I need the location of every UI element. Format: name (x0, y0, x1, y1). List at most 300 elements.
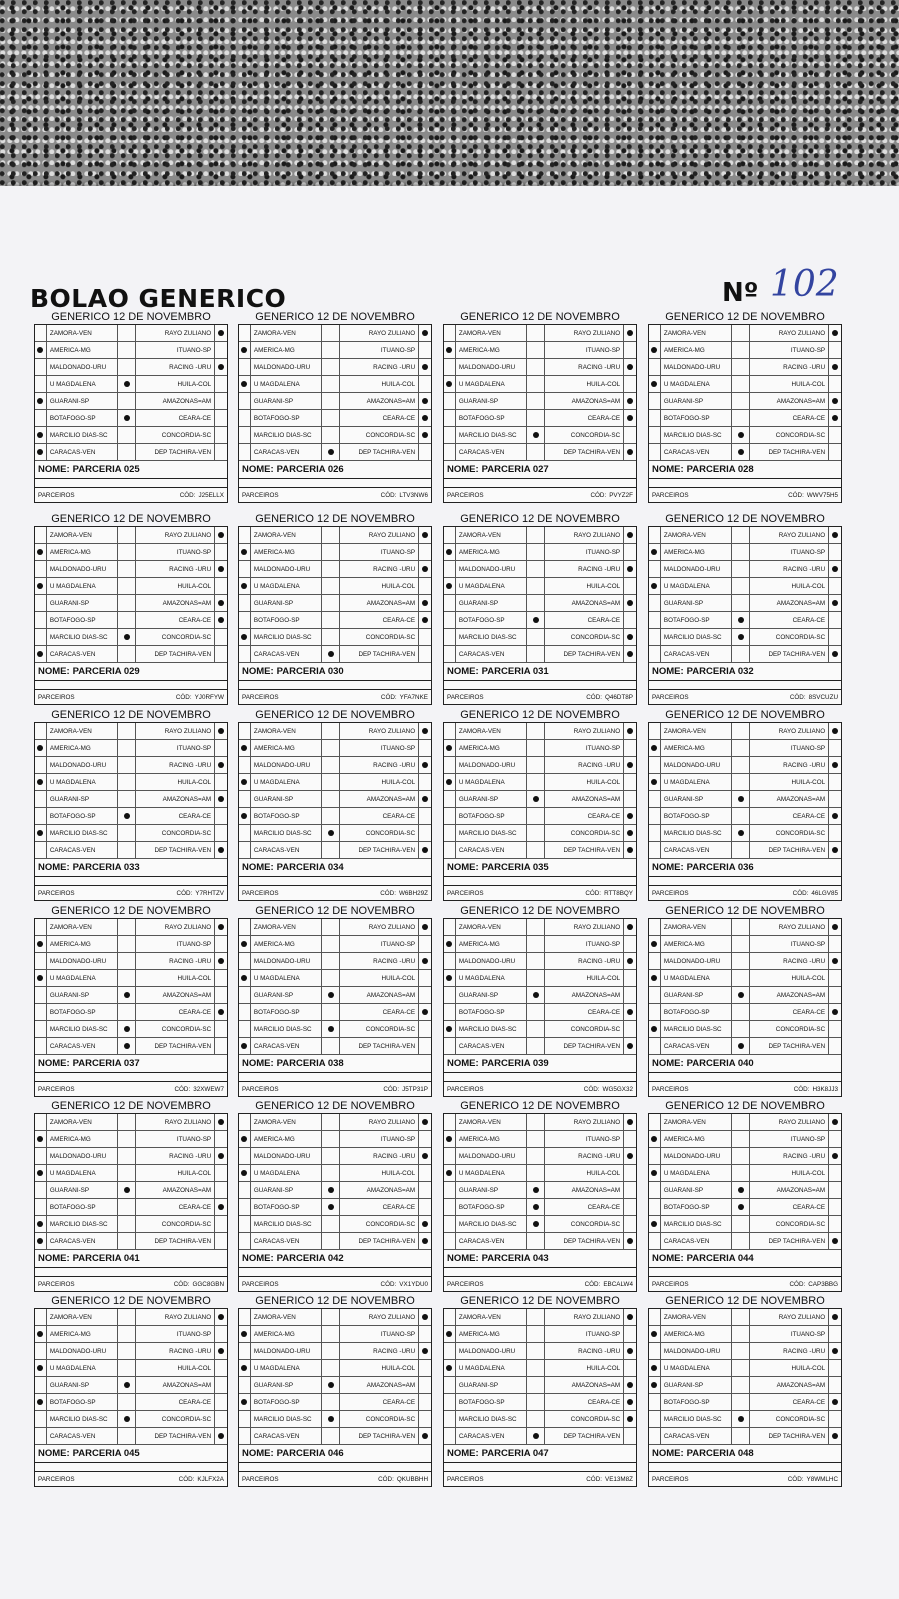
pick-home-cell[interactable] (649, 953, 661, 969)
pick-home-cell[interactable] (35, 1377, 47, 1393)
pick-home-cell[interactable] (239, 578, 251, 594)
pick-home-cell[interactable] (239, 325, 251, 341)
pick-home-cell[interactable] (649, 1216, 661, 1232)
pick-draw-cell[interactable] (118, 1114, 136, 1130)
pick-away-cell[interactable] (829, 1038, 841, 1054)
pick-draw-cell[interactable] (732, 325, 750, 341)
pick-away-cell[interactable] (624, 1394, 636, 1410)
pick-draw-cell[interactable] (527, 1343, 545, 1359)
pick-draw-cell[interactable] (322, 1394, 340, 1410)
pick-draw-cell[interactable] (732, 1216, 750, 1232)
pick-away-cell[interactable] (419, 1182, 431, 1198)
pick-home-cell[interactable] (444, 1038, 456, 1054)
pick-away-cell[interactable] (419, 919, 431, 935)
pick-away-cell[interactable] (215, 1131, 227, 1147)
pick-draw-cell[interactable] (118, 774, 136, 790)
pick-away-cell[interactable] (215, 757, 227, 773)
pick-away-cell[interactable] (829, 1148, 841, 1164)
pick-home-cell[interactable] (35, 842, 47, 858)
pick-draw-cell[interactable] (527, 1411, 545, 1427)
pick-draw-cell[interactable] (527, 791, 545, 807)
pick-home-cell[interactable] (239, 1428, 251, 1444)
pick-draw-cell[interactable] (322, 757, 340, 773)
pick-draw-cell[interactable] (527, 842, 545, 858)
pick-away-cell[interactable] (215, 1148, 227, 1164)
pick-home-cell[interactable] (649, 1309, 661, 1325)
pick-draw-cell[interactable] (527, 1326, 545, 1342)
pick-draw-cell[interactable] (527, 1394, 545, 1410)
pick-home-cell[interactable] (649, 1377, 661, 1393)
pick-home-cell[interactable] (239, 612, 251, 628)
pick-draw-cell[interactable] (322, 1411, 340, 1427)
pick-home-cell[interactable] (35, 595, 47, 611)
pick-away-cell[interactable] (624, 1411, 636, 1427)
pick-draw-cell[interactable] (527, 1360, 545, 1376)
pick-away-cell[interactable] (624, 1182, 636, 1198)
pick-away-cell[interactable] (829, 757, 841, 773)
pick-draw-cell[interactable] (732, 629, 750, 645)
pick-away-cell[interactable] (419, 987, 431, 1003)
pick-home-cell[interactable] (444, 757, 456, 773)
pick-away-cell[interactable] (829, 544, 841, 560)
pick-home-cell[interactable] (444, 919, 456, 935)
pick-home-cell[interactable] (444, 808, 456, 824)
pick-home-cell[interactable] (444, 444, 456, 460)
pick-draw-cell[interactable] (118, 544, 136, 560)
pick-home-cell[interactable] (35, 561, 47, 577)
pick-home-cell[interactable] (649, 757, 661, 773)
pick-draw-cell[interactable] (527, 527, 545, 543)
pick-home-cell[interactable] (444, 376, 456, 392)
pick-away-cell[interactable] (215, 427, 227, 443)
pick-draw-cell[interactable] (732, 410, 750, 426)
pick-draw-cell[interactable] (322, 325, 340, 341)
pick-draw-cell[interactable] (732, 595, 750, 611)
pick-away-cell[interactable] (829, 427, 841, 443)
pick-draw-cell[interactable] (118, 1428, 136, 1444)
pick-home-cell[interactable] (444, 791, 456, 807)
pick-away-cell[interactable] (419, 1021, 431, 1037)
pick-away-cell[interactable] (624, 740, 636, 756)
pick-draw-cell[interactable] (118, 1182, 136, 1198)
pick-home-cell[interactable] (239, 1343, 251, 1359)
pick-home-cell[interactable] (444, 1165, 456, 1181)
pick-draw-cell[interactable] (322, 578, 340, 594)
pick-away-cell[interactable] (829, 595, 841, 611)
pick-draw-cell[interactable] (732, 578, 750, 594)
pick-home-cell[interactable] (649, 936, 661, 952)
pick-away-cell[interactable] (624, 774, 636, 790)
pick-away-cell[interactable] (215, 1233, 227, 1249)
pick-draw-cell[interactable] (732, 1394, 750, 1410)
pick-draw-cell[interactable] (322, 1131, 340, 1147)
pick-away-cell[interactable] (215, 561, 227, 577)
pick-draw-cell[interactable] (322, 646, 340, 662)
pick-away-cell[interactable] (419, 740, 431, 756)
pick-draw-cell[interactable] (118, 1199, 136, 1215)
pick-away-cell[interactable] (215, 410, 227, 426)
pick-home-cell[interactable] (649, 1394, 661, 1410)
pick-draw-cell[interactable] (527, 1165, 545, 1181)
pick-away-cell[interactable] (829, 393, 841, 409)
pick-away-cell[interactable] (829, 527, 841, 543)
pick-home-cell[interactable] (649, 970, 661, 986)
pick-draw-cell[interactable] (732, 561, 750, 577)
pick-away-cell[interactable] (215, 953, 227, 969)
pick-away-cell[interactable] (829, 842, 841, 858)
pick-away-cell[interactable] (419, 774, 431, 790)
pick-home-cell[interactable] (239, 723, 251, 739)
pick-away-cell[interactable] (829, 444, 841, 460)
pick-away-cell[interactable] (419, 1309, 431, 1325)
pick-home-cell[interactable] (239, 808, 251, 824)
pick-home-cell[interactable] (649, 1038, 661, 1054)
pick-away-cell[interactable] (624, 723, 636, 739)
pick-away-cell[interactable] (419, 561, 431, 577)
pick-away-cell[interactable] (624, 1216, 636, 1232)
pick-away-cell[interactable] (624, 1233, 636, 1249)
pick-away-cell[interactable] (624, 1021, 636, 1037)
pick-draw-cell[interactable] (322, 953, 340, 969)
pick-draw-cell[interactable] (732, 825, 750, 841)
pick-home-cell[interactable] (649, 791, 661, 807)
pick-draw-cell[interactable] (732, 774, 750, 790)
pick-draw-cell[interactable] (322, 1377, 340, 1393)
pick-draw-cell[interactable] (527, 919, 545, 935)
pick-away-cell[interactable] (215, 808, 227, 824)
pick-home-cell[interactable] (239, 1326, 251, 1342)
pick-away-cell[interactable] (624, 1148, 636, 1164)
pick-home-cell[interactable] (444, 1131, 456, 1147)
pick-draw-cell[interactable] (732, 1165, 750, 1181)
pick-home-cell[interactable] (649, 578, 661, 594)
pick-draw-cell[interactable] (322, 427, 340, 443)
pick-draw-cell[interactable] (322, 359, 340, 375)
pick-home-cell[interactable] (239, 1394, 251, 1410)
pick-home-cell[interactable] (649, 1233, 661, 1249)
pick-away-cell[interactable] (419, 970, 431, 986)
pick-draw-cell[interactable] (118, 325, 136, 341)
pick-home-cell[interactable] (649, 1199, 661, 1215)
pick-draw-cell[interactable] (322, 1233, 340, 1249)
pick-draw-cell[interactable] (527, 1148, 545, 1164)
pick-home-cell[interactable] (35, 740, 47, 756)
pick-draw-cell[interactable] (322, 1309, 340, 1325)
pick-draw-cell[interactable] (322, 1165, 340, 1181)
pick-home-cell[interactable] (444, 1326, 456, 1342)
pick-draw-cell[interactable] (732, 757, 750, 773)
pick-away-cell[interactable] (624, 393, 636, 409)
pick-away-cell[interactable] (624, 970, 636, 986)
pick-draw-cell[interactable] (118, 1394, 136, 1410)
pick-away-cell[interactable] (829, 970, 841, 986)
pick-draw-cell[interactable] (732, 1233, 750, 1249)
pick-draw-cell[interactable] (322, 1038, 340, 1054)
pick-away-cell[interactable] (215, 612, 227, 628)
pick-away-cell[interactable] (829, 791, 841, 807)
pick-away-cell[interactable] (419, 1004, 431, 1020)
pick-home-cell[interactable] (444, 1428, 456, 1444)
pick-home-cell[interactable] (239, 544, 251, 560)
pick-away-cell[interactable] (215, 1182, 227, 1198)
pick-home-cell[interactable] (239, 1021, 251, 1037)
pick-away-cell[interactable] (419, 325, 431, 341)
pick-away-cell[interactable] (829, 342, 841, 358)
pick-home-cell[interactable] (649, 629, 661, 645)
pick-away-cell[interactable] (829, 1114, 841, 1130)
pick-away-cell[interactable] (624, 1165, 636, 1181)
pick-away-cell[interactable] (419, 410, 431, 426)
pick-draw-cell[interactable] (118, 1360, 136, 1376)
pick-home-cell[interactable] (649, 740, 661, 756)
pick-away-cell[interactable] (624, 444, 636, 460)
pick-draw-cell[interactable] (322, 1004, 340, 1020)
pick-away-cell[interactable] (215, 1326, 227, 1342)
pick-home-cell[interactable] (35, 1021, 47, 1037)
pick-away-cell[interactable] (215, 527, 227, 543)
pick-draw-cell[interactable] (118, 1309, 136, 1325)
pick-away-cell[interactable] (215, 325, 227, 341)
pick-draw-cell[interactable] (118, 1377, 136, 1393)
pick-draw-cell[interactable] (527, 970, 545, 986)
pick-draw-cell[interactable] (322, 1114, 340, 1130)
pick-draw-cell[interactable] (527, 410, 545, 426)
pick-away-cell[interactable] (215, 1021, 227, 1037)
pick-draw-cell[interactable] (527, 1233, 545, 1249)
pick-home-cell[interactable] (239, 1004, 251, 1020)
pick-away-cell[interactable] (215, 970, 227, 986)
pick-away-cell[interactable] (624, 527, 636, 543)
pick-away-cell[interactable] (215, 740, 227, 756)
pick-home-cell[interactable] (649, 544, 661, 560)
pick-draw-cell[interactable] (732, 359, 750, 375)
pick-draw-cell[interactable] (118, 561, 136, 577)
pick-home-cell[interactable] (35, 936, 47, 952)
pick-away-cell[interactable] (624, 1199, 636, 1215)
pick-away-cell[interactable] (419, 953, 431, 969)
pick-away-cell[interactable] (215, 393, 227, 409)
pick-draw-cell[interactable] (732, 791, 750, 807)
pick-home-cell[interactable] (35, 393, 47, 409)
pick-home-cell[interactable] (35, 1131, 47, 1147)
pick-draw-cell[interactable] (527, 936, 545, 952)
pick-home-cell[interactable] (444, 1199, 456, 1215)
pick-home-cell[interactable] (35, 757, 47, 773)
pick-home-cell[interactable] (35, 1428, 47, 1444)
pick-draw-cell[interactable] (527, 444, 545, 460)
pick-draw-cell[interactable] (527, 1377, 545, 1393)
pick-away-cell[interactable] (624, 1038, 636, 1054)
pick-draw-cell[interactable] (322, 1148, 340, 1164)
pick-away-cell[interactable] (419, 1326, 431, 1342)
pick-draw-cell[interactable] (322, 444, 340, 460)
pick-home-cell[interactable] (239, 1360, 251, 1376)
pick-away-cell[interactable] (419, 1199, 431, 1215)
pick-draw-cell[interactable] (322, 723, 340, 739)
pick-draw-cell[interactable] (527, 1021, 545, 1037)
pick-home-cell[interactable] (444, 723, 456, 739)
pick-away-cell[interactable] (624, 595, 636, 611)
pick-away-cell[interactable] (829, 1309, 841, 1325)
pick-away-cell[interactable] (624, 1326, 636, 1342)
pick-home-cell[interactable] (444, 1343, 456, 1359)
pick-draw-cell[interactable] (322, 612, 340, 628)
pick-home-cell[interactable] (649, 987, 661, 1003)
pick-draw-cell[interactable] (118, 1326, 136, 1342)
pick-draw-cell[interactable] (732, 427, 750, 443)
pick-home-cell[interactable] (239, 561, 251, 577)
pick-home-cell[interactable] (649, 723, 661, 739)
pick-home-cell[interactable] (444, 646, 456, 662)
pick-away-cell[interactable] (829, 1411, 841, 1427)
pick-away-cell[interactable] (419, 578, 431, 594)
pick-home-cell[interactable] (35, 359, 47, 375)
pick-draw-cell[interactable] (732, 1131, 750, 1147)
pick-away-cell[interactable] (829, 1394, 841, 1410)
pick-home-cell[interactable] (444, 1233, 456, 1249)
pick-away-cell[interactable] (624, 427, 636, 443)
pick-draw-cell[interactable] (732, 808, 750, 824)
pick-draw-cell[interactable] (118, 970, 136, 986)
pick-away-cell[interactable] (624, 791, 636, 807)
pick-home-cell[interactable] (649, 1411, 661, 1427)
pick-draw-cell[interactable] (732, 936, 750, 952)
pick-home-cell[interactable] (35, 825, 47, 841)
pick-draw-cell[interactable] (118, 936, 136, 952)
pick-draw-cell[interactable] (322, 629, 340, 645)
pick-home-cell[interactable] (444, 325, 456, 341)
pick-draw-cell[interactable] (527, 1199, 545, 1215)
pick-home-cell[interactable] (239, 1233, 251, 1249)
pick-draw-cell[interactable] (527, 1182, 545, 1198)
pick-away-cell[interactable] (829, 740, 841, 756)
pick-away-cell[interactable] (215, 1309, 227, 1325)
pick-draw-cell[interactable] (732, 612, 750, 628)
pick-home-cell[interactable] (444, 1021, 456, 1037)
pick-home-cell[interactable] (649, 527, 661, 543)
pick-home-cell[interactable] (35, 646, 47, 662)
pick-draw-cell[interactable] (118, 1411, 136, 1427)
pick-draw-cell[interactable] (527, 987, 545, 1003)
pick-home-cell[interactable] (649, 1148, 661, 1164)
pick-home-cell[interactable] (444, 527, 456, 543)
pick-away-cell[interactable] (215, 1377, 227, 1393)
pick-home-cell[interactable] (444, 774, 456, 790)
pick-away-cell[interactable] (829, 1428, 841, 1444)
pick-draw-cell[interactable] (118, 1038, 136, 1054)
pick-away-cell[interactable] (419, 393, 431, 409)
pick-draw-cell[interactable] (322, 825, 340, 841)
pick-draw-cell[interactable] (118, 578, 136, 594)
pick-away-cell[interactable] (419, 723, 431, 739)
pick-draw-cell[interactable] (322, 808, 340, 824)
pick-home-cell[interactable] (444, 987, 456, 1003)
pick-home-cell[interactable] (239, 936, 251, 952)
pick-draw-cell[interactable] (732, 342, 750, 358)
pick-draw-cell[interactable] (322, 376, 340, 392)
pick-home-cell[interactable] (444, 393, 456, 409)
pick-home-cell[interactable] (444, 1394, 456, 1410)
pick-away-cell[interactable] (624, 808, 636, 824)
pick-home-cell[interactable] (239, 595, 251, 611)
pick-home-cell[interactable] (239, 646, 251, 662)
pick-away-cell[interactable] (215, 1199, 227, 1215)
pick-home-cell[interactable] (444, 410, 456, 426)
pick-home-cell[interactable] (444, 561, 456, 577)
pick-home-cell[interactable] (649, 646, 661, 662)
pick-away-cell[interactable] (624, 1309, 636, 1325)
pick-away-cell[interactable] (215, 723, 227, 739)
pick-draw-cell[interactable] (118, 1004, 136, 1020)
pick-draw-cell[interactable] (527, 757, 545, 773)
pick-draw-cell[interactable] (732, 376, 750, 392)
pick-draw-cell[interactable] (527, 723, 545, 739)
pick-away-cell[interactable] (419, 1038, 431, 1054)
pick-away-cell[interactable] (829, 410, 841, 426)
pick-home-cell[interactable] (239, 1309, 251, 1325)
pick-draw-cell[interactable] (322, 544, 340, 560)
pick-away-cell[interactable] (624, 410, 636, 426)
pick-away-cell[interactable] (624, 987, 636, 1003)
pick-away-cell[interactable] (419, 842, 431, 858)
pick-home-cell[interactable] (444, 629, 456, 645)
pick-away-cell[interactable] (829, 325, 841, 341)
pick-draw-cell[interactable] (527, 1216, 545, 1232)
pick-draw-cell[interactable] (732, 1038, 750, 1054)
pick-away-cell[interactable] (215, 919, 227, 935)
pick-draw-cell[interactable] (322, 1182, 340, 1198)
pick-away-cell[interactable] (829, 1021, 841, 1037)
pick-home-cell[interactable] (35, 1360, 47, 1376)
pick-away-cell[interactable] (419, 629, 431, 645)
pick-away-cell[interactable] (624, 561, 636, 577)
pick-away-cell[interactable] (419, 646, 431, 662)
pick-away-cell[interactable] (215, 1038, 227, 1054)
pick-away-cell[interactable] (624, 325, 636, 341)
pick-draw-cell[interactable] (732, 919, 750, 935)
pick-draw-cell[interactable] (527, 629, 545, 645)
pick-draw-cell[interactable] (527, 953, 545, 969)
pick-away-cell[interactable] (829, 1326, 841, 1342)
pick-away-cell[interactable] (419, 936, 431, 952)
pick-away-cell[interactable] (624, 919, 636, 935)
pick-home-cell[interactable] (649, 359, 661, 375)
pick-away-cell[interactable] (829, 825, 841, 841)
pick-draw-cell[interactable] (527, 1038, 545, 1054)
pick-away-cell[interactable] (419, 427, 431, 443)
pick-away-cell[interactable] (215, 1216, 227, 1232)
pick-draw-cell[interactable] (118, 527, 136, 543)
pick-home-cell[interactable] (35, 629, 47, 645)
pick-home-cell[interactable] (649, 825, 661, 841)
pick-home-cell[interactable] (444, 359, 456, 375)
pick-draw-cell[interactable] (527, 359, 545, 375)
pick-away-cell[interactable] (624, 1377, 636, 1393)
pick-away-cell[interactable] (419, 527, 431, 543)
pick-away-cell[interactable] (419, 595, 431, 611)
pick-draw-cell[interactable] (527, 595, 545, 611)
pick-home-cell[interactable] (35, 1326, 47, 1342)
pick-away-cell[interactable] (215, 1411, 227, 1427)
pick-home-cell[interactable] (649, 1131, 661, 1147)
pick-draw-cell[interactable] (322, 1326, 340, 1342)
pick-home-cell[interactable] (649, 612, 661, 628)
pick-away-cell[interactable] (215, 936, 227, 952)
pick-home-cell[interactable] (239, 740, 251, 756)
pick-draw-cell[interactable] (118, 1233, 136, 1249)
pick-draw-cell[interactable] (118, 427, 136, 443)
pick-home-cell[interactable] (649, 444, 661, 460)
